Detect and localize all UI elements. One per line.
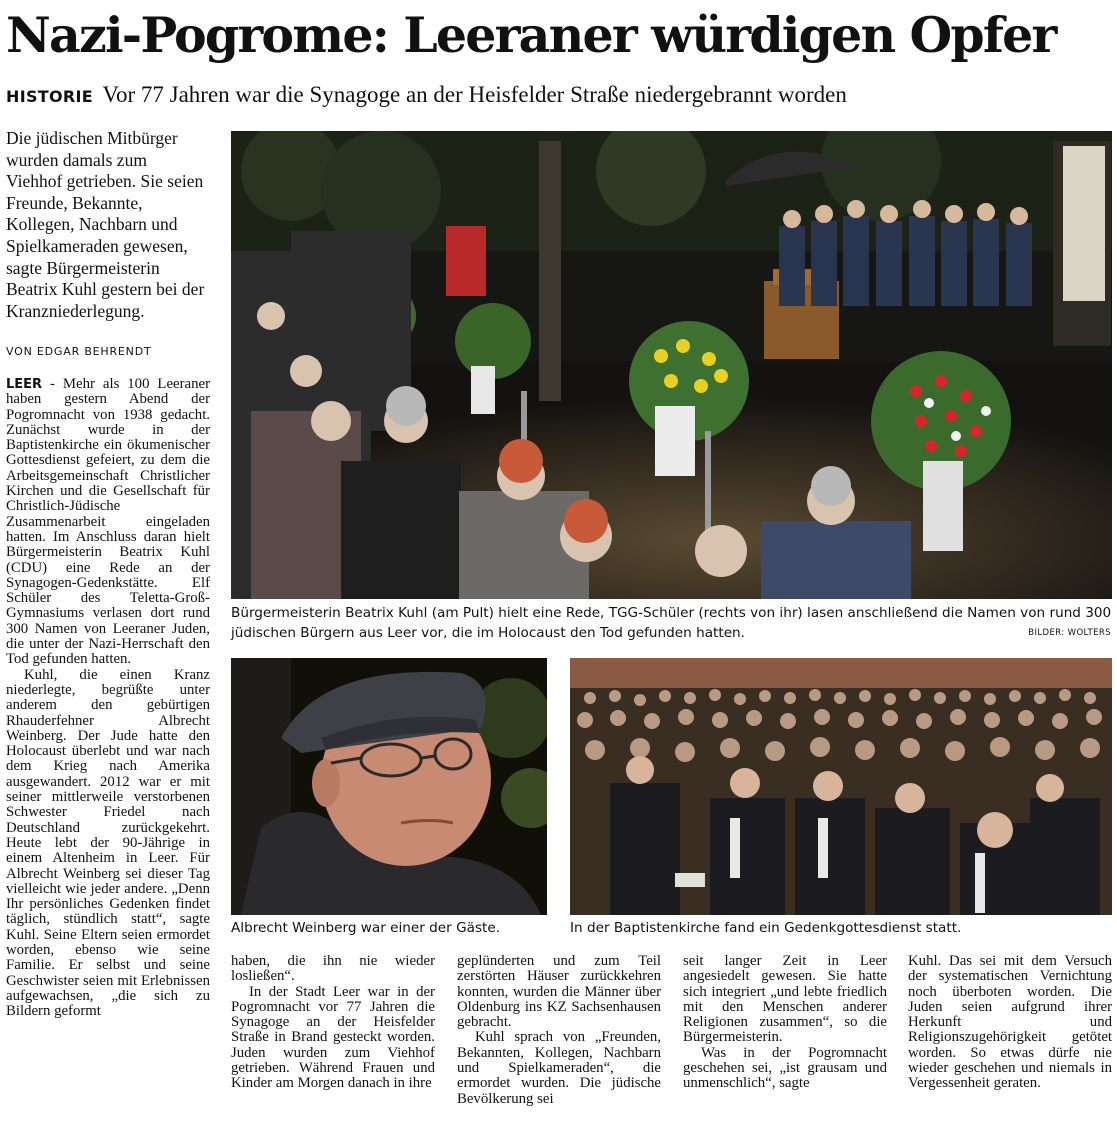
col4-paragraph-1: seit langer Zeit in Leer angesiedelt gewesen. Sie hatte sich integriert „und lebte friedlich mit den Menschen anderer Religionen zusammen“, so die Bürgermeisterin. — [683, 953, 887, 1046]
albrecht-weinberg-photo — [231, 658, 547, 915]
text-column-2 — [231, 954, 435, 1092]
subheadline-row — [6, 80, 1111, 112]
subheadline: Vor 77 Jahren war die Synagoge an der Heisfelder Straße niedergebrannt worden — [102, 82, 847, 107]
col3-paragraph-2: Kuhl sprach von „Freunden, Bekannten, Kollegen, Nachbarn und Spielkameraden“, die ermordet wurden. Die jüdische Bevölkerung sei — [457, 1029, 661, 1107]
headline: Nazi-Pogrome: Leeraner würdigen Opfer — [6, 6, 1056, 64]
lead-paragraph: Die jüdischen Mitbürger wurden damals zum Viehhof getrieben. Sie seien Freunde, Bekannte, Kollegen, Nachbarn und Spielkameraden gewesen, sagte Bürgermeisterin Beatrix Kuhl gestern bei der Kranzniederlegung. — [6, 128, 205, 321]
paragraph-1: LEER - Mehr als 100 Leeraner haben gestern Abend der Pogromnacht von 1938 gedacht. Zunächst wurde in der Baptistenkirche ein ökumenischer Gottesdienst gefeiert, zu dem die Arbeitsgemeinschaft Christlicher Kirchen und die Gesellschaft für Christlich-Jüdische Zusammenarbeit eingeladen hatten. Im Anschluss daran hielt Bürgermeisterin Beatrix Kuhl (CDU) eine Rede an der Synagogen-Gedenkstätte. Elf Schüler des Teletta-Groß-Gymnasiums verlasen dort rund 300 Namen von Leeraner Juden, die unter der Nazi-Herrschaft den Tod gefunden hatten. — [6, 377, 210, 668]
col4-paragraph-2: Was in der Pogromnacht geschehen sei, „ist grausam und unmenschlich“, sagte — [683, 1044, 887, 1092]
kicker: HISTORIE — [6, 87, 93, 106]
col3-paragraph-1: geplünderten und zum Teil zerstörten Häuser zurückkehren konnten, wurden die Männer über Oldenburg ins KZ Sachsenhausen gebracht. — [457, 953, 661, 1031]
photo-credit: BILDER: WOLTERS — [1028, 628, 1111, 638]
dateline: LEER — [6, 377, 43, 392]
paragraph-2: Kuhl, die einen Kranz niederlegte, begrüßte unter anderem den gebürtigen Rhauderfehner Albrecht Weinberg. Der Jude hatte den Holocaust überlebt und war nach dem Krieg nach Amerika ausgewandert. 2012 war er mit seiner mittlerweile verstorbenen Schwester Friedel nach Deutschland zurückgekehrt. Heute lebt der 90-Jährige in einem Altenheim in Leer. Für Albrecht Weinberg sei dieser Tag vielleicht wie jeder andere. „Denn Ihr persönliches Gedenken findet täglich, stündlich statt“, sagte Kuhl. Seine Eltern seien ermordet worden, ebenso wie seine Familie. Er selbst und seine Geschwister seien mit Erlebnissen aufgewachsen, „die sich zu Bildern geformt — [6, 666, 210, 1020]
text-column-3 — [457, 954, 661, 1107]
main-photo-caption: Bürgermeisterin Beatrix Kuhl (am Pult) hielt eine Rede, TGG-Schüler (rechts von ihr) lasen anschließend die Namen von rund 300 jüdischen Bürgern aus Leer vor, die im Holocaust den Tod gefunden hatten. — [231, 605, 1112, 641]
byline: VON EDGAR BEHRENDT — [6, 345, 152, 358]
text-column-5 — [908, 954, 1112, 1092]
col2-paragraph-2: In der Stadt Leer war in der Pogromnacht vor 77 Jahren die Synagoge an der Heisfelder Straße in Brand gesteckt worden. Juden wurden zum Viehhof getrieben. Während Frauen und Kinder am Morgen danach in ihre — [231, 983, 435, 1092]
baptist-church-service-photo — [570, 658, 1112, 915]
text-column-4 — [683, 954, 887, 1092]
col2-paragraph-1: haben, die ihn nie wieder losließen“. — [231, 953, 435, 985]
text-column-1 — [6, 377, 210, 1119]
church-caption: In der Baptistenkirche fand ein Gedenkgottesdienst statt. — [570, 920, 962, 936]
memorial-ceremony-photo — [231, 131, 1112, 599]
portrait-caption: Albrecht Weinberg war einer der Gäste. — [231, 920, 501, 936]
col5-paragraph-1: Kuhl. Das sei mit dem Versuch der systematischen Vernichtung noch überboten worden. Die Juden seien aufgrund ihrer Herkunft und Religionszugehörigkeit getötet worden. So etwas dürfe nie wieder geschehen und niemals in Vergessenheit geraten. — [908, 953, 1112, 1092]
